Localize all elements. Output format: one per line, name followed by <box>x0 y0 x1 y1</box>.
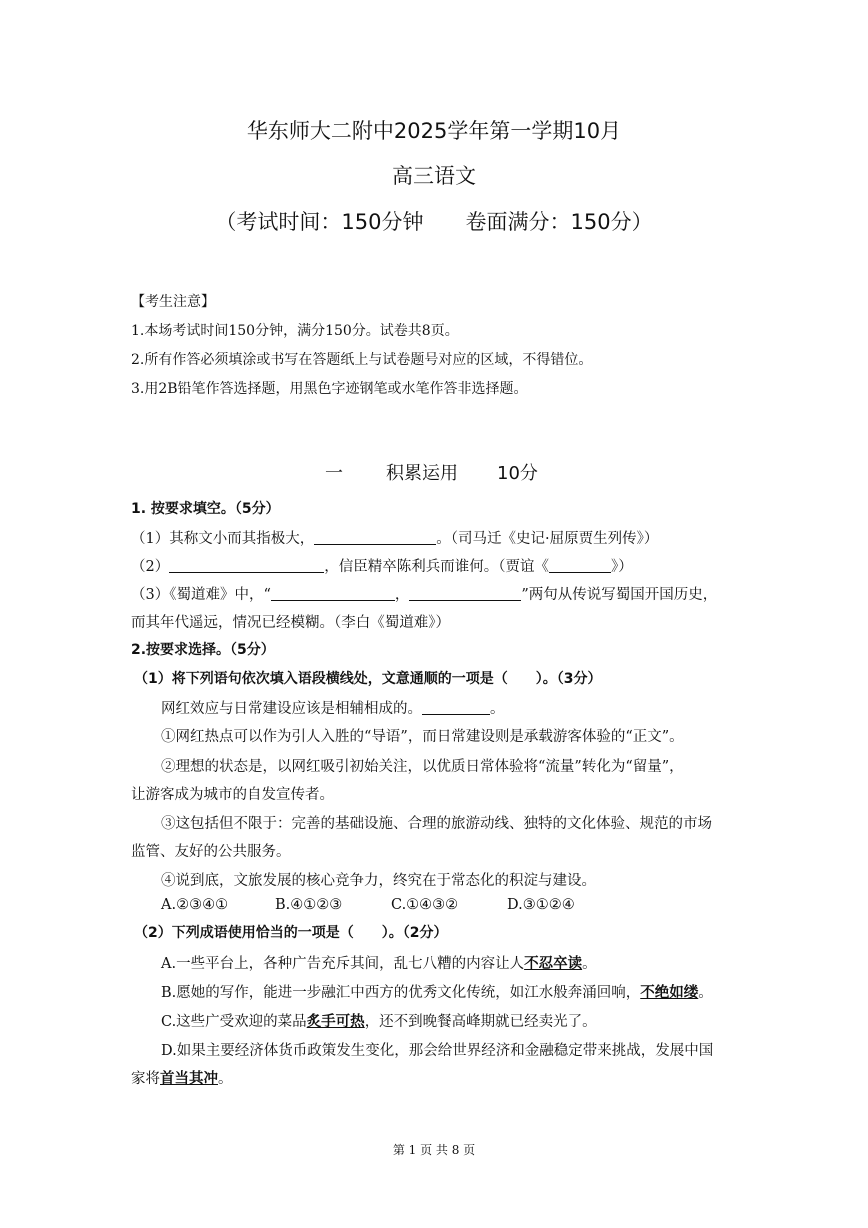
sentence-2-cont: 让游客成为城市的自发宣传者。 <box>131 787 334 803</box>
q1-part3-cont: 而其年代遥远，情况已经模糊。（李白《蜀道难》） <box>131 615 450 631</box>
notice-item-2: 2.所有作答必须填涂或书写在答题纸上与试卷题号对应的区域，不得错位。 <box>131 352 593 368</box>
sentence-4: ④说到底，文旅发展的核心竞争力，终究在于常态化的积淀与建设。 <box>161 873 596 889</box>
subject-title: 高三语文 <box>392 164 476 188</box>
idiom-option-a[interactable]: A.一些平台上，各种广告充斥其间，乱七八糟的内容让人不忍卒读。 <box>161 956 597 972</box>
sentence-3-cont: 监管、友好的公共服务。 <box>131 844 291 860</box>
answer-blank[interactable] <box>422 700 490 715</box>
option-c[interactable]: C.①④③② <box>391 897 459 913</box>
answer-blank[interactable] <box>271 586 395 601</box>
section-number: 一 <box>325 463 343 484</box>
notice-heading: 【考生注意】 <box>131 294 215 310</box>
answer-blank[interactable] <box>314 530 436 545</box>
idiom-underlined: 首当其冲 <box>160 1071 218 1087</box>
idiom-option-b[interactable]: B.愿她的写作，能进一步融汇中西方的优秀文化传统，如江水般奔涌回响，不绝如缕。 <box>161 985 713 1001</box>
q2-stem: 2.按要求选择。（5分） <box>131 642 275 658</box>
section-name: 积累运用 <box>386 463 458 484</box>
idiom-option-d-cont: 家将首当其冲。 <box>131 1071 233 1087</box>
exam-meta: （考试时间：150分钟 卷面满分：150分） <box>215 210 653 234</box>
answer-blank[interactable] <box>549 558 611 573</box>
idiom-underlined: 不忍卒读 <box>524 956 583 972</box>
q2-passage: 网红效应与日常建设应该是相辅相成的。 。 <box>161 701 505 717</box>
exam-title: 华东师大二附中2025学年第一学期10月 <box>246 119 622 143</box>
sentence-2: ②理想的状态是，以网红吸引初始关注，以优质日常体验将“流量”转化为“留量”， <box>161 759 684 775</box>
answer-blank[interactable] <box>409 586 521 601</box>
q2-sub1-stem: （1）将下列语句依次填入语段横线处，文意通顺的一项是（ ）。（3分） <box>134 671 602 687</box>
section-score: 10分 <box>497 463 538 484</box>
idiom-option-c[interactable]: C.这些广受欢迎的菜品炙手可热，还不到晚餐高峰期就已经卖光了。 <box>161 1014 597 1030</box>
sentence-1: ①网红热点可以作为引人入胜的“导语”，而日常建设则是承载游客体验的“正文”。 <box>161 729 684 745</box>
idiom-underlined: 炙手可热 <box>306 1014 365 1030</box>
q1-part3: （3）《蜀道难》中，“ ， ”两句从传说写蜀国开国历史， <box>131 587 718 603</box>
idiom-option-d[interactable]: D.如果主要经济体货币政策发生变化，那会给世界经济和金融稳定带来挑战，发展中国 <box>161 1043 714 1059</box>
option-a[interactable]: A.②③④① <box>161 897 229 913</box>
q1-stem: 1. 按要求填空。（5分） <box>131 501 280 517</box>
notice-item-3: 3.用2B铅笔作答选择题，用黑色字迹钢笔或水笔作答非选择题。 <box>131 381 528 397</box>
answer-blank[interactable] <box>169 558 324 573</box>
q2-sub2-stem: （2）下列成语使用恰当的一项是（ ）。（2分） <box>134 925 448 941</box>
q1-part1: （1）其称文小而其指极大， 。（司马迁《史记·屈原贾生列传》） <box>131 531 659 547</box>
option-d[interactable]: D.③①②④ <box>507 897 575 913</box>
notice-item-1: 1.本场考试时间150分钟，满分150分。试卷共8页。 <box>131 323 459 339</box>
idiom-underlined: 不绝如缕 <box>640 985 699 1001</box>
option-b[interactable]: B.④①②③ <box>275 897 343 913</box>
sentence-3: ③这包括但不限于：完善的基础设施、合理的旅游动线、独特的文化体验、规范的市场 <box>161 816 712 832</box>
q1-part2: （2） ，信臣精卒陈利兵而谁何。（贾谊《 》） <box>131 559 633 575</box>
page-number: 第 1 页 共 8 页 <box>392 1143 476 1157</box>
